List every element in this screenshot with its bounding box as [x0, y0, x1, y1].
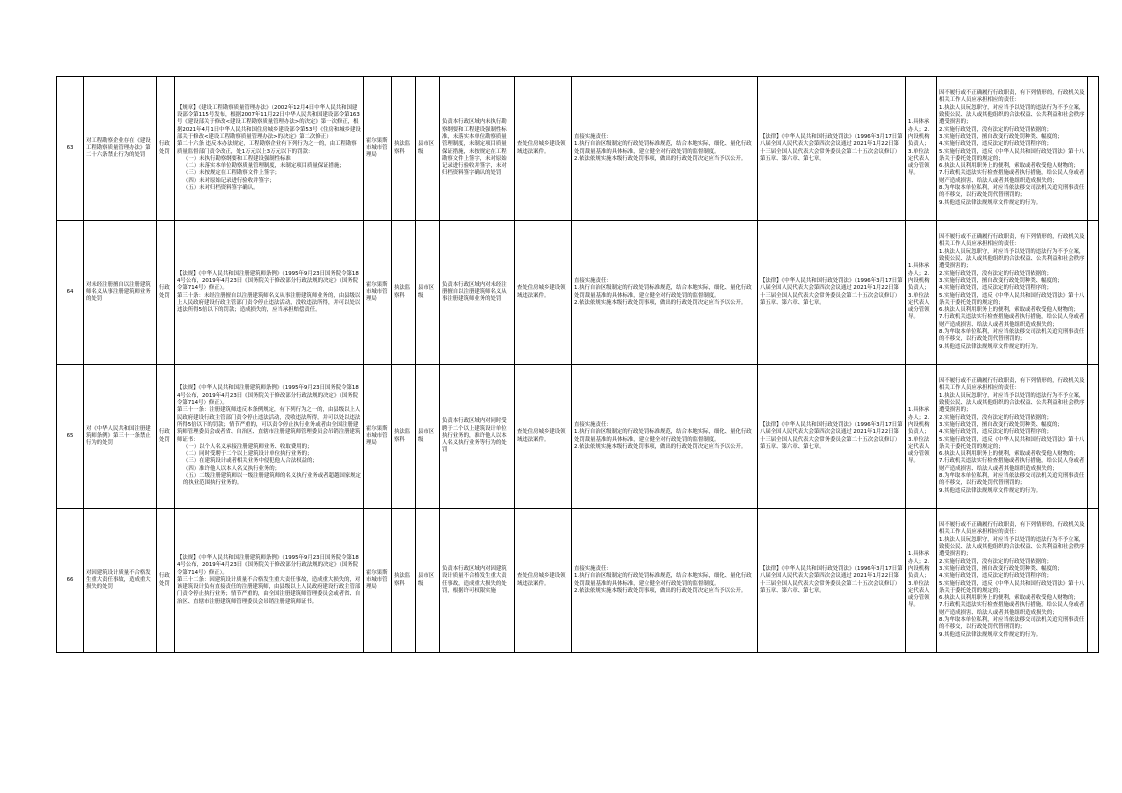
- accountable-person-cell: 1.具体承办人；2.内设机构负责人；3.单位法定代表人或分管领导。: [906, 221, 937, 365]
- basis-line: 第三十二条：因建筑设计质量不合格发生重大责任事故，造成重大损失的，对该建筑设计负有直接责任的注册建筑师，由县级以上人民政府建设行政主管部门责令停止执行业务；情节严重的，由全国注册建筑师管理委员会或者省、自治区、直辖市注册建筑师管理委员会吊销注册建筑师证书。: [177, 576, 361, 605]
- resp-line: 1.执法人员玩忽职守，对应当予以处罚的违法行为不予立案，致使公民、法人或其他组织的合法权益、公共利益和社会秩序遭受损害的；: [939, 248, 1085, 270]
- resp-line: 3.实施行政处罚，擅自改变行政处罚种类、幅度的；: [939, 421, 1063, 428]
- basis-line: （三）未按规定在工程勘察文件上签字；: [183, 170, 281, 177]
- jurisdiction-cell: 查处住房城乡建设领域违法案件。: [515, 77, 572, 221]
- resp-line: 9.其他违反法律法规规章文件规定的行为。: [939, 631, 1042, 638]
- implementing-unit-cell: 执法监察科: [392, 365, 416, 509]
- accountable-person-cell: 1.具体承办人；2.内设机构负责人；3.单位法定代表人或分管领导。: [906, 365, 937, 509]
- accountable-person-cell: 1.具体承办人；2.内设机构负责人；3.单位法定代表人或分管领导。: [906, 509, 937, 653]
- row-number: 66: [57, 509, 84, 653]
- basis-line: （四）未对原始记录进行验收并签字；: [183, 177, 275, 184]
- duty-cell: [572, 77, 758, 221]
- resp-line: 6.执法人员利用职务上的便利，索取或者收受他人财物的；: [939, 307, 1079, 314]
- resp-line: 9.其他违反法律法规规章文件规定的行为。: [939, 199, 1042, 206]
- basis-line: （一）未执行勘察纲要和工程建设强制性标准: [183, 155, 291, 162]
- implementing-agency-cell: 霍尔果斯市城市管理局: [364, 221, 392, 365]
- resp-line: 7.行政机关违法实行检查措施或者执行措施，给公民人身或者财产造成损害、给法人或者其他组织造成损失的；: [939, 602, 1085, 616]
- item-name-cell: 对《中华人民共和国注册建筑师条例》第三十一条禁止行为的处罚: [84, 365, 157, 509]
- duty-cell: [572, 365, 758, 509]
- resp-line: 1.执法人员玩忽职守，对应当予以处罚的违法行为不予立案，致使公民、法人或其他组织的合法权益、公共利益和社会秩序遭受损害的；: [939, 392, 1085, 414]
- resp-line: 5.实施行政处罚，违反《中华人民共和国行政处罚法》第十八条关于委托处罚的规定的；: [939, 580, 1085, 594]
- accountability-law-cell: 【法律】《中华人民共和国行政处罚法》（1996年3月17日第八届全国人民代表大会第四次会议通过 2021年1月22日第十三届全国人民代表大会常务委员会第二十五次会议修订）第五章、第六章、第七章。: [758, 509, 906, 653]
- resp-line: 因不履行或不正确履行行政职责，有下列情形的，行政机关及相关工作人员应承担相应的责任：: [939, 234, 1085, 248]
- row-number: 64: [57, 221, 84, 365]
- item-type-cell: 行政处罚: [157, 221, 175, 365]
- basis-line: （一）以个人名义承接注册建筑师业务、收取费用的；: [183, 443, 313, 450]
- authority-content-cell: 负责本行政区域内对同时受聘于二个以上建筑设计单位执行业务的，准许他人以本人名义执行业务等行为的处罚: [440, 365, 515, 509]
- table-row: [57, 77, 1099, 221]
- resp-line: 4.实施行政处罚，违反法定的行政处罚程序的；: [939, 141, 1052, 148]
- legal-basis-cell: [175, 77, 364, 221]
- resp-line: 9.其他违反法律法规规章文件规定的行为。: [939, 343, 1042, 350]
- duty-line: 直接实施责任：: [574, 277, 612, 284]
- duty-line: 1.执行自治区级制定的行政处罚标准规范，结合本地实际，细化、量化行政处罚裁量基准的具体标准，建立健全对行政处罚的监督制度。: [574, 429, 752, 443]
- duty-cell: [572, 221, 758, 365]
- resp-line: 因不履行或不正确履行行政职责，有下列情形的，行政机关及相关工作人员应承担相应的责任：: [939, 378, 1085, 392]
- exercise-level-cell: 县市区级: [416, 221, 440, 365]
- basis-line: 【法规】《中华人民共和国注册建筑师条例》（1995年9月23日国务院令第184号公布，2019年4月23日《国务院关于修改部分行政法规的决定》（国务院令第714号）修正）。: [177, 554, 359, 576]
- resp-line: 因不履行或不正确履行行政职责，有下列情形的，行政机关及相关工作人员应承担相应的责任：: [939, 522, 1085, 536]
- table-row: [57, 365, 1099, 509]
- basis-line: （四）准许他人以本人名义执行业务的；: [183, 465, 281, 472]
- authority-content-cell: 负责本行政区域内未执行勘察纲要和工程建设强制性标准，未落实本单位勘察质量管理制度，未制定项目质量保证措施，未按规定在工程勘察文件上签字，未对原始记录进行验收并签字，未对归档资料签字确认的处罚: [440, 77, 515, 221]
- basis-line: 第三十一条：注册建筑师违反本条例规定，有下列行为之一的，由县级以上人民政府建设行政主管部门责令停止违法活动，没收违法所得，并可以处以违法所得5倍以下的罚款；情节严重的，可以责令停止执行业务或者由全国注册建筑师管理委员会或者省、自治区、直辖市注册建筑师管理委员会吊销注册建筑师证书：: [177, 407, 361, 443]
- remarks-cell: [1088, 509, 1099, 653]
- resp-line: 5.实施行政处罚，违反《中华人民共和国行政处罚法》第十八条关于委托处罚的规定的；: [939, 436, 1085, 450]
- liability-cell: [937, 365, 1088, 509]
- implementing-agency-cell: 霍尔果斯市城市管理局: [364, 77, 392, 221]
- duty-line: 1.执行自治区级制定的行政处罚标准规范，结合本地实际，细化、量化行政处罚裁量基准的具体标准，建立健全对行政处罚的监督制度。: [574, 285, 752, 299]
- resp-line: 7.行政机关违法实行检查措施或者执行措施，给公民人身或者财产造成损害、给法人或者其他组织造成损失的；: [939, 458, 1085, 472]
- item-type-cell: 行政处罚: [157, 509, 175, 653]
- liability-cell: [937, 221, 1088, 365]
- jurisdiction-cell: 查处住房城乡建设领域违法案件。: [515, 365, 572, 509]
- duty-line: 直接实施责任：: [574, 565, 612, 572]
- implementing-agency-cell: 霍尔果斯市城市管理局: [364, 365, 392, 509]
- basis-line: 【规章】《建设工程勘察质量管理办法》（2002年12月4日中华人民共和国建设部令第115号发布，根据2007年11月22日中华人民共和国建设部令第163号《建设部关于修改<建设工程勘察质量管理办法>的决定》第一次修正，根据2021年4月1日中华人民共和国住房城乡建设部令第53号《住房和城乡建设部关于修改<建设工程勘察质量管理办法>的决定》第二次修正）: [177, 104, 361, 140]
- basis-line: 第二十六条 违反本办法规定，工程勘察企业有下列行为之一的，由工程勘察质量监督部门责令改正，处1万元以上3万元以下的罚款：: [177, 141, 357, 155]
- duty-line: 直接实施责任：: [574, 421, 612, 428]
- item-name-cell: 对工程勘察企业存在《建设工程勘察质量管理办法》第二十六条禁止行为的处罚: [84, 77, 157, 221]
- resp-line: 8.为牟取本单位私利，对应当依法移交司法机关追究刑事责任的不移交，以行政处罚代替刑罚的；: [939, 472, 1085, 487]
- duty-line: 2.依法依规实施本级行政处罚事项，做出的行政处罚决定应当予以公开。: [574, 155, 747, 162]
- exercise-level-cell: 县市区级: [416, 365, 440, 509]
- item-type-cell: 行政处罚: [157, 77, 175, 221]
- resp-line: 8.为牟取本单位私利，对应当依法移交司法机关追究刑事责任的不移交，以行政处罚代替刑罚的；: [939, 616, 1085, 631]
- resp-line: 3.实施行政处罚，擅自改变行政处罚种类、幅度的；: [939, 133, 1063, 140]
- resp-line: 9.其他违反法律法规规章文件规定的行为。: [939, 487, 1042, 494]
- resp-line: 2.实施行政处罚，没有法定的行政处罚依据的；: [939, 558, 1052, 565]
- resp-line: 1.执法人员玩忽职守，对应当予以处罚的违法行为不予立案，致使公民、法人或其他组织的合法权益、公共利益和社会秩序遭受损害的；: [939, 104, 1085, 126]
- implementing-unit-cell: 执法监察科: [392, 221, 416, 365]
- legal-basis-cell: [175, 221, 364, 365]
- duty-cell: [572, 509, 758, 653]
- basis-line: 【法规】《中华人民共和国注册建筑师条例》（1995年9月23日国务院令第184号公布，2019年4月23日《国务院关于修改部分行政法规的决定》（国务院令第714号）修正）。: [177, 385, 359, 407]
- remarks-cell: [1088, 77, 1099, 221]
- resp-line: 5.实施行政处罚，违反《中华人民共和国行政处罚法》第十八条关于委托处罚的规定的；: [939, 148, 1085, 162]
- duty-line: 2.依法依规实施本级行政处罚事项，做出的行政处罚决定应当予以公开。: [574, 299, 747, 306]
- table-row: [57, 509, 1099, 653]
- accountability-law-cell: 【法律】《中华人民共和国行政处罚法》（1996年3月17日第八届全国人民代表大会第四次会议通过 2021年1月22日第十三届全国人民代表大会常务委员会第二十五次会议修订）第五章、第六章、第七章。: [758, 77, 906, 221]
- resp-line: 6.执法人员利用职务上的便利，索取或者收受他人财物的；: [939, 163, 1079, 170]
- resp-line: 因不履行或不正确履行行政职责，有下列情形的，行政机关及相关工作人员应承担相应的责任：: [939, 90, 1085, 104]
- basis-line: （二）同时受聘于二个以上建筑设计单位执行业务的；: [183, 451, 313, 458]
- duty-line: 直接实施责任：: [574, 133, 612, 140]
- basis-line: （三）在建筑设计或者相关业务中侵犯他人合法权益的；: [183, 458, 318, 465]
- resp-line: 8.为牟取本单位私利，对应当依法移交司法机关追究刑事责任的不移交，以行政处罚代替刑罚的；: [939, 184, 1085, 199]
- basis-line: （五）未对归档资料签字确认。: [183, 184, 259, 191]
- resp-line: 2.实施行政处罚，没有法定的行政处罚依据的；: [939, 414, 1052, 421]
- exercise-level-cell: 县市区级: [416, 509, 440, 653]
- accountable-person-cell: 1.具体承办人；2.内设机构负责人；3.单位法定代表人或分管领导。: [906, 77, 937, 221]
- resp-line: 3.实施行政处罚，擅自改变行政处罚种类、幅度的；: [939, 565, 1063, 572]
- basis-line: （二）未落实本单位勘察质量管理制度，未制定项目质量保证措施；: [183, 163, 345, 170]
- resp-line: 6.执法人员利用职务上的便利，索取或者收受他人财物的；: [939, 595, 1079, 602]
- duty-line: 1.执行自治区级制定的行政处罚标准规范，结合本地实际，细化、量化行政处罚裁量基准的具体标准，建立健全对行政处罚的监督制度。: [574, 141, 752, 155]
- resp-line: 3.实施行政处罚，擅自改变行政处罚种类、幅度的；: [939, 277, 1063, 284]
- jurisdiction-cell: 查处住房城乡建设领域违法案件。: [515, 221, 572, 365]
- resp-line: 4.实施行政处罚，违反法定的行政处罚程序的；: [939, 285, 1052, 292]
- resp-line: 8.为牟取本单位私利，对应当依法移交司法机关追究刑事责任的不移交，以行政处罚代替刑罚的；: [939, 328, 1085, 343]
- resp-line: 7.行政机关违法实行检查措施或者执行措施，给公民人身或者财产造成损害、给法人或者其他组织造成损失的；: [939, 170, 1085, 184]
- liability-cell: [937, 77, 1088, 221]
- accountability-law-cell: 【法律】《中华人民共和国行政处罚法》（1996年3月17日第八届全国人民代表大会第四次会议通过 2021年1月22日第十三届全国人民代表大会常务委员会第二十五次会议修订）第五章、第六章、第七章。: [758, 221, 906, 365]
- authority-content-cell: 负责本行政区域内对未经注册擅自以注册建筑师名义从事注册建筑师业务的处罚: [440, 221, 515, 365]
- resp-line: 2.实施行政处罚，没有法定的行政处罚依据的；: [939, 126, 1052, 133]
- resp-line: 1.执法人员玩忽职守，对应当予以处罚的违法行为不予立案，致使公民、法人或其他组织的合法权益、公共利益和社会秩序遭受损害的；: [939, 536, 1085, 558]
- row-number: 63: [57, 77, 84, 221]
- remarks-cell: [1088, 221, 1099, 365]
- table-row: [57, 221, 1099, 365]
- item-name-cell: 对因建筑设计质量不合格发生重大责任事故，造成重大损失的处罚: [84, 509, 157, 653]
- duty-line: 1.执行自治区级制定的行政处罚标准规范，结合本地实际，细化、量化行政处罚裁量基准的具体标准，建立健全对行政处罚的监督制度。: [574, 573, 752, 587]
- remarks-cell: [1088, 365, 1099, 509]
- basis-line: （五）二级注册建筑师以一级注册建筑师的名义执行业务或者超越国家规定的执业范围执行业务的。: [183, 472, 361, 487]
- legal-basis-cell: [175, 509, 364, 653]
- accountability-law-cell: 【法律】《中华人民共和国行政处罚法》（1996年3月17日第八届全国人民代表大会第四次会议通过 2021年1月22日第十三届全国人民代表大会常务委员会第二十五次会议修订）第五章、第六章、第七章。: [758, 365, 906, 509]
- legal-basis-cell: [175, 365, 364, 509]
- duty-line: 2.依法依规实施本级行政处罚事项，做出的行政处罚决定应当予以公开。: [574, 443, 747, 450]
- exercise-level-cell: 县市区级: [416, 77, 440, 221]
- basis-line: 【法规】《中华人民共和国注册建筑师条例》（1995年9月23日国务院令第184号公布，2019年4月23日《国务院关于修改部分行政法规的决定》（国务院令第714号）修正）。: [177, 270, 359, 292]
- duty-line: 2.依法依规实施本级行政处罚事项，做出的行政处罚决定应当予以公开。: [574, 587, 747, 594]
- implementing-unit-cell: 执法监察科: [392, 509, 416, 653]
- item-name-cell: 对未经注册擅自以注册建筑师名义从事注册建筑师业务的处罚: [84, 221, 157, 365]
- liability-cell: [937, 509, 1088, 653]
- resp-line: 6.执法人员利用职务上的便利，索取或者收受他人财物的；: [939, 451, 1079, 458]
- document-page: [56, 76, 1085, 653]
- resp-line: 5.实施行政处罚，违反《中华人民共和国行政处罚法》第十八条关于委托处罚的规定的；: [939, 292, 1085, 306]
- resp-line: 4.实施行政处罚，违反法定的行政处罚程序的；: [939, 573, 1052, 580]
- jurisdiction-cell: 查处住房城乡建设领域违法案件。: [515, 509, 572, 653]
- resp-line: 4.实施行政处罚，违反法定的行政处罚程序的；: [939, 429, 1052, 436]
- resp-line: 7.行政机关违法实行检查措施或者执行措施，给公民人身或者财产造成损害、给法人或者其他组织造成损失的；: [939, 314, 1085, 328]
- implementing-unit-cell: 执法监察科: [392, 77, 416, 221]
- resp-line: 2.实施行政处罚，没有法定的行政处罚依据的；: [939, 270, 1052, 277]
- basis-line: 第三十条：未经注册擅自以注册建筑师名义从事注册建筑师业务的，由县级以上人民政府建设行政主管部门责令停止违法活动，没收违法所得，并可以处以违法所得5倍以下的罚款；造成损失的，应当承担赔偿责任。: [177, 292, 361, 314]
- item-type-cell: 行政处罚: [157, 365, 175, 509]
- power-list-table: [56, 76, 1099, 653]
- implementing-agency-cell: 霍尔果斯市城市管理局: [364, 509, 392, 653]
- row-number: 65: [57, 365, 84, 509]
- authority-content-cell: 负责本行政区域内对因建筑设计质量不合格发生重大责任事故，造成重大损失的处罚，根据许可权限实施: [440, 509, 515, 653]
